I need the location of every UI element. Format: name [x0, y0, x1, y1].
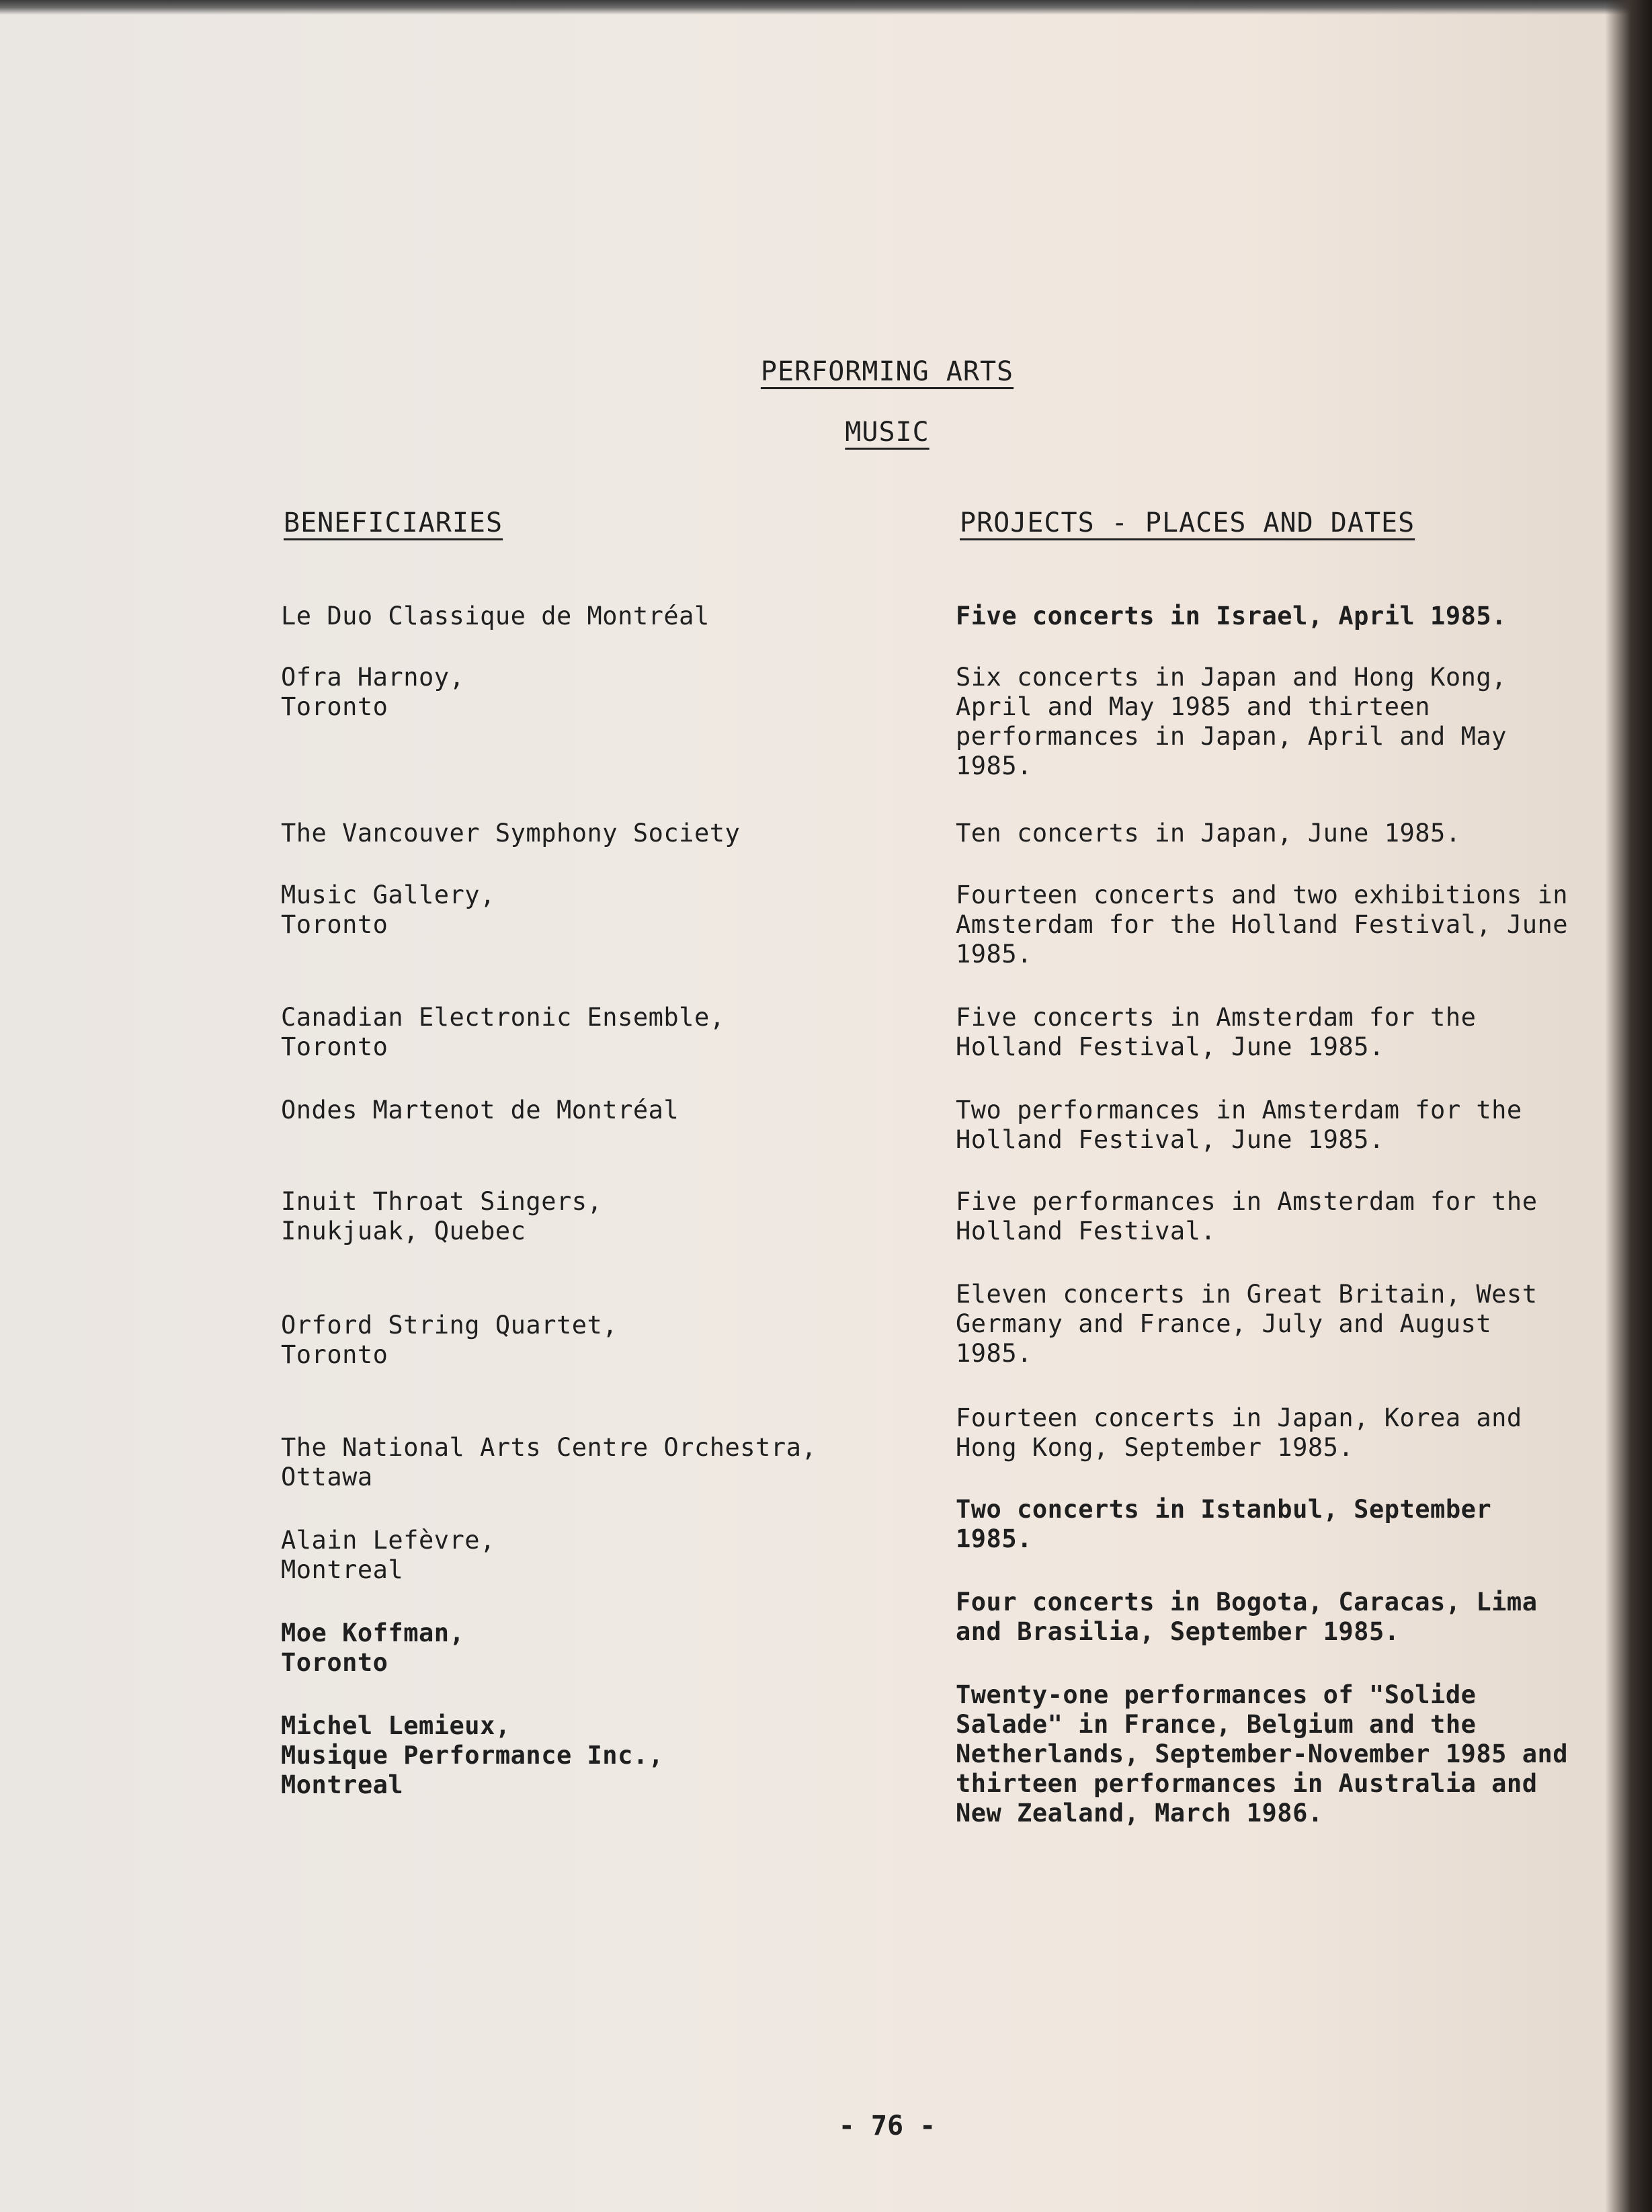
beneficiary-entry: Michel Lemieux, Musique Performance Inc., Montreal: [281, 1711, 664, 1799]
project-entry: Twenty-one performances of "Solide Salade" in France, Belgium and the Netherlands, September-November 1985 and thirteen performances in Australia and New Zealand, March 1986.: [956, 1680, 1569, 1828]
scan-top-edge: [0, 0, 1652, 15]
beneficiary-entry: The National Arts Centre Orchestra, Ottawa: [281, 1433, 817, 1491]
project-entry: Fourteen concerts in Japan, Korea and Hong Kong, September 1985.: [956, 1403, 1522, 1462]
project-entry: Ten concerts in Japan, June 1985.: [956, 819, 1461, 848]
project-entry: Fourteen concerts and two exhibitions in Amsterdam for the Holland Festival, June 1985.: [956, 880, 1569, 969]
beneficiary-entry: The Vancouver Symphony Society: [281, 819, 741, 848]
project-entry: Four concerts in Bogota, Caracas, Lima and Brasilia, September 1985.: [956, 1588, 1538, 1646]
beneficiary-entry: Inuit Throat Singers, Inukjuak, Quebec: [281, 1187, 603, 1245]
scan-right-edge: [1605, 0, 1652, 2212]
beneficiary-entry: Ofra Harnoy, Toronto: [281, 663, 465, 721]
beneficiary-entry: Alain Lefèvre, Montreal: [281, 1526, 495, 1584]
project-entry: Five concerts in Israel, April 1985.: [956, 602, 1507, 630]
beneficiary-entry: Moe Koffman, Toronto: [281, 1619, 465, 1677]
project-entry: Five performances in Amsterdam for the Holland Festival.: [956, 1187, 1538, 1245]
beneficiary-entry: Music Gallery, Toronto: [281, 880, 495, 939]
project-entry: Six concerts in Japan and Hong Kong, April and May 1985 and thirteen performances in Japan, April and May 1985.: [956, 663, 1507, 780]
beneficiary-entry: Canadian Electronic Ensemble, Toronto: [281, 1003, 725, 1061]
page-number: - 76 -: [838, 2111, 936, 2141]
beneficiary-entry: Orford String Quartet, Toronto: [281, 1311, 618, 1369]
project-entry: Eleven concerts in Great Britain, West Germany and France, July and August 1985.: [956, 1280, 1538, 1368]
column-header-projects: PROJECTS - PLACES AND DATES: [960, 507, 1415, 538]
column-header-beneficiaries: BENEFICIARIES: [284, 507, 503, 538]
project-entry: Two concerts in Istanbul, September 1985.: [956, 1495, 1492, 1553]
beneficiary-entry: Le Duo Classique de Montréal: [281, 602, 710, 630]
page-title: PERFORMING ARTS: [760, 356, 1014, 387]
beneficiary-entry: Ondes Martenot de Montréal: [281, 1096, 679, 1124]
page-subtitle: MUSIC: [845, 417, 930, 448]
project-entry: Two performances in Amsterdam for the Holland Festival, June 1985.: [956, 1096, 1522, 1154]
project-entry: Five concerts in Amsterdam for the Holland Festival, June 1985.: [956, 1003, 1477, 1061]
